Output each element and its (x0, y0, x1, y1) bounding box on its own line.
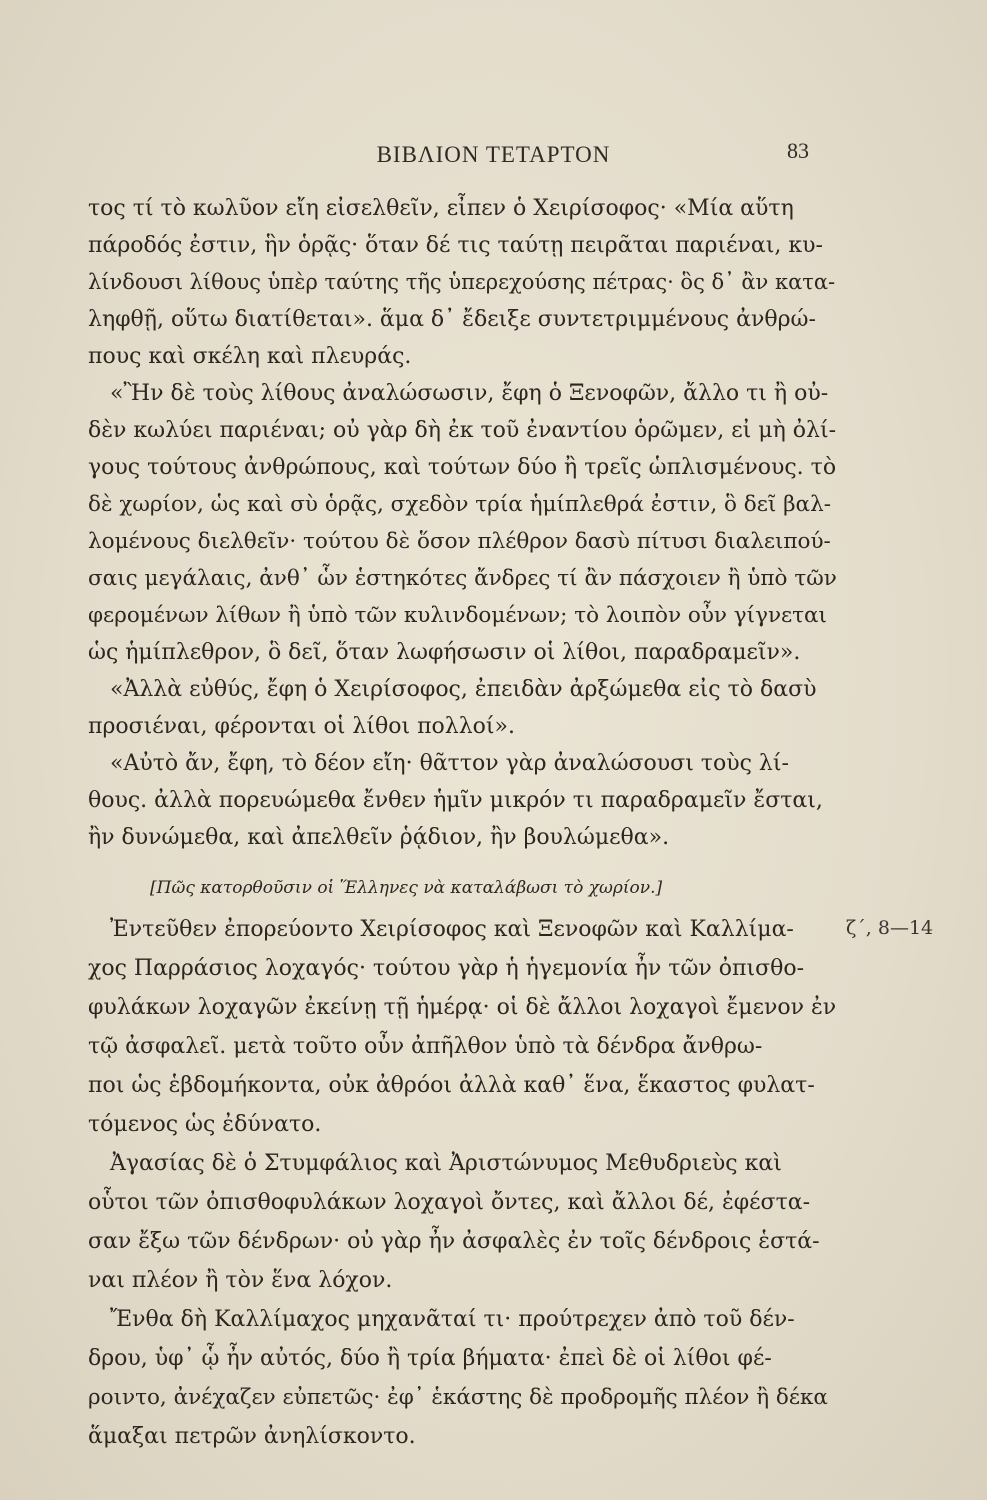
text-line: «Ἢν δὲ τοὺς λίθους ἀναλώσωσιν, ἔφη ὁ Ξενοφῶν, ἄλλο τι ἢ οὐ- (110, 381, 829, 406)
text-line: φερομένων λίθων ἢ ὑπὸ τῶν κυλινδομένων; τὸ λοιπὸν οὖν γίγνεται (88, 603, 827, 628)
text-line: δὲν κωλύει παριέναι; οὐ γὰρ δὴ ἐκ τοῦ ἐναντίου ὁρῶμεν, εἰ μὴ ὀλί- (88, 418, 836, 443)
text-line: ὡς ἡμίπλεθρον, ὃ δεῖ, ὅταν λωφήσωσιν οἱ λίθοι, παραδραμεῖν». (88, 640, 801, 665)
text-line: Ἔνθα δὴ Καλλίμαχος μηχανᾶταί τι· προύτρεχεν ἀπὸ τοῦ δέν- (110, 1307, 795, 1332)
text-line: γους τούτους ἀνθρώπους, καὶ τούτων δύο ἢ τρεῖς ὡπλισμένους. τὸ (88, 455, 837, 480)
text-line: λομένους διελθεῖν· τούτου δὲ ὅσον πλέθρον δασὺ πίτυσι διαλειπού- (88, 529, 831, 554)
text-line: ληφθῇ, οὕτω διατίθεται». ἅμα δ᾿ ἔδειξε συντετριμμένους ἀνθρώ- (88, 307, 816, 332)
text-line: σαν ἔξω τῶν δένδρων· οὐ γὰρ ἦν ἀσφαλὲς ἐν τοῖς δένδροις ἑστά- (88, 1229, 820, 1254)
section-heading: [Πῶς κατορθοῦσιν οἱ Ἕλληνες νὰ καταλάβωσι τὸ χωρίον.] (150, 878, 663, 898)
text-line: οὗτοι τῶν ὀπισθοφυλάκων λοχαγοὶ ὄντες, καὶ ἄλλοι δέ, ἐφέστα- (88, 1190, 811, 1215)
text-line: πους καὶ σκέλη καὶ πλευράς. (88, 344, 412, 369)
text-line: Ἀγασίας δὲ ὁ Στυμφάλιος καὶ Ἀριστώνυμος Μεθυδριεὺς καὶ (110, 1151, 782, 1176)
text-line: «Αὐτὸ ἄν, ἔφη, τὸ δέον εἴη· θᾶττον γὰρ ἀναλώσουσι τοὺς λί- (110, 751, 789, 776)
text-line: προσιέναι, φέρονται οἱ λίθοι πολλοί». (88, 714, 515, 739)
running-title: ΒΙΒΛΙΟΝ ΤΕΤΑΡΤΟΝ (376, 142, 611, 167)
text-line: ἅμαξαι πετρῶν ἀνηλίσκοντο. (88, 1424, 416, 1449)
text-line: σαις μεγάλαις, ἀνθ᾿ ὧν ἑστηκότες ἄνδρες τί ἂν πάσχοιεν ἢ ὑπὸ τῶν (88, 566, 837, 591)
page-number: 83 (787, 138, 809, 163)
margin-note: ζ´, 8—14 (846, 917, 934, 939)
text-line: πάροδός ἐστιν, ἣν ὁρᾷς· ὅταν δέ τις ταύτῃ πειρᾶται παριέναι, κυ- (88, 233, 823, 258)
text-line: φυλάκων λοχαγῶν ἐκείνῃ τῇ ἡμέρᾳ· οἱ δὲ ἄλλοι λοχαγοὶ ἔμενον ἐν (88, 995, 837, 1020)
text-line: Ἐντεῦθεν ἐπορεύοντο Χειρίσοφος καὶ Ξενοφῶν καὶ Καλλίμα- (110, 917, 794, 942)
text-line: τῷ ἀσφαλεῖ. μετὰ τοῦτο οὖν ἀπῆλθον ὑπὸ τὰ δένδρα ἄνθρω- (88, 1034, 763, 1059)
text-line: θους. ἀλλὰ πορευώμεθα ἔνθεν ἡμῖν μικρόν τι παραδραμεῖν ἔσται, (88, 788, 823, 813)
text-line: ροιντο, ἀνέχαζεν εὐπετῶς· ἐφ᾿ ἑκάστης δὲ προδρομῆς πλέον ἢ δέκα (88, 1385, 828, 1410)
text-line: δρου, ὑφ᾿ ᾧ ἦν αὐτός, δύο ἢ τρία βήματα· ἐπεὶ δὲ οἱ λίθοι φέ- (88, 1346, 772, 1371)
text-line: «Ἀλλὰ εὐθύς, ἔφη ὁ Χειρίσοφος, ἐπειδὰν ἀρξώμεθα εἰς τὸ δασὺ (110, 677, 817, 702)
text-line: ναι πλέον ἢ τὸν ἕνα λόχον. (88, 1268, 393, 1293)
text-line: λίνδουσι λίθους ὑπὲρ ταύτης τῆς ὑπερεχούσης πέτρας· ὃς δ᾿ ἂν κατα- (88, 270, 836, 294)
text-line: τόμενος ὡς ἐδύνατο. (88, 1112, 322, 1137)
text-line: ἢν δυνώμεθα, καὶ ἀπελθεῖν ῥᾴδιον, ἢν βουλώμεθα». (88, 825, 670, 850)
text-line: ποι ὡς ἑβδομήκοντα, οὐκ ἀθρόοι ἀλλὰ καθ᾿ ἕνα, ἕκαστος φυλατ- (88, 1073, 815, 1098)
text-line: τος τί τὸ κωλῦον εἴη εἰσελθεῖν, εἶπεν ὁ Χειρίσοφος· «Μία αὕτη (88, 196, 794, 221)
text-line: δὲ χωρίον, ὡς καὶ σὺ ὁρᾷς, σχεδὸν τρία ἡμίπλεθρά ἐστιν, ὃ δεῖ βαλ- (88, 492, 831, 517)
text-line: χος Παρράσιος λοχαγός· τούτου γὰρ ἡ ἡγεμονία ἦν τῶν ὀπισθο- (88, 956, 805, 981)
